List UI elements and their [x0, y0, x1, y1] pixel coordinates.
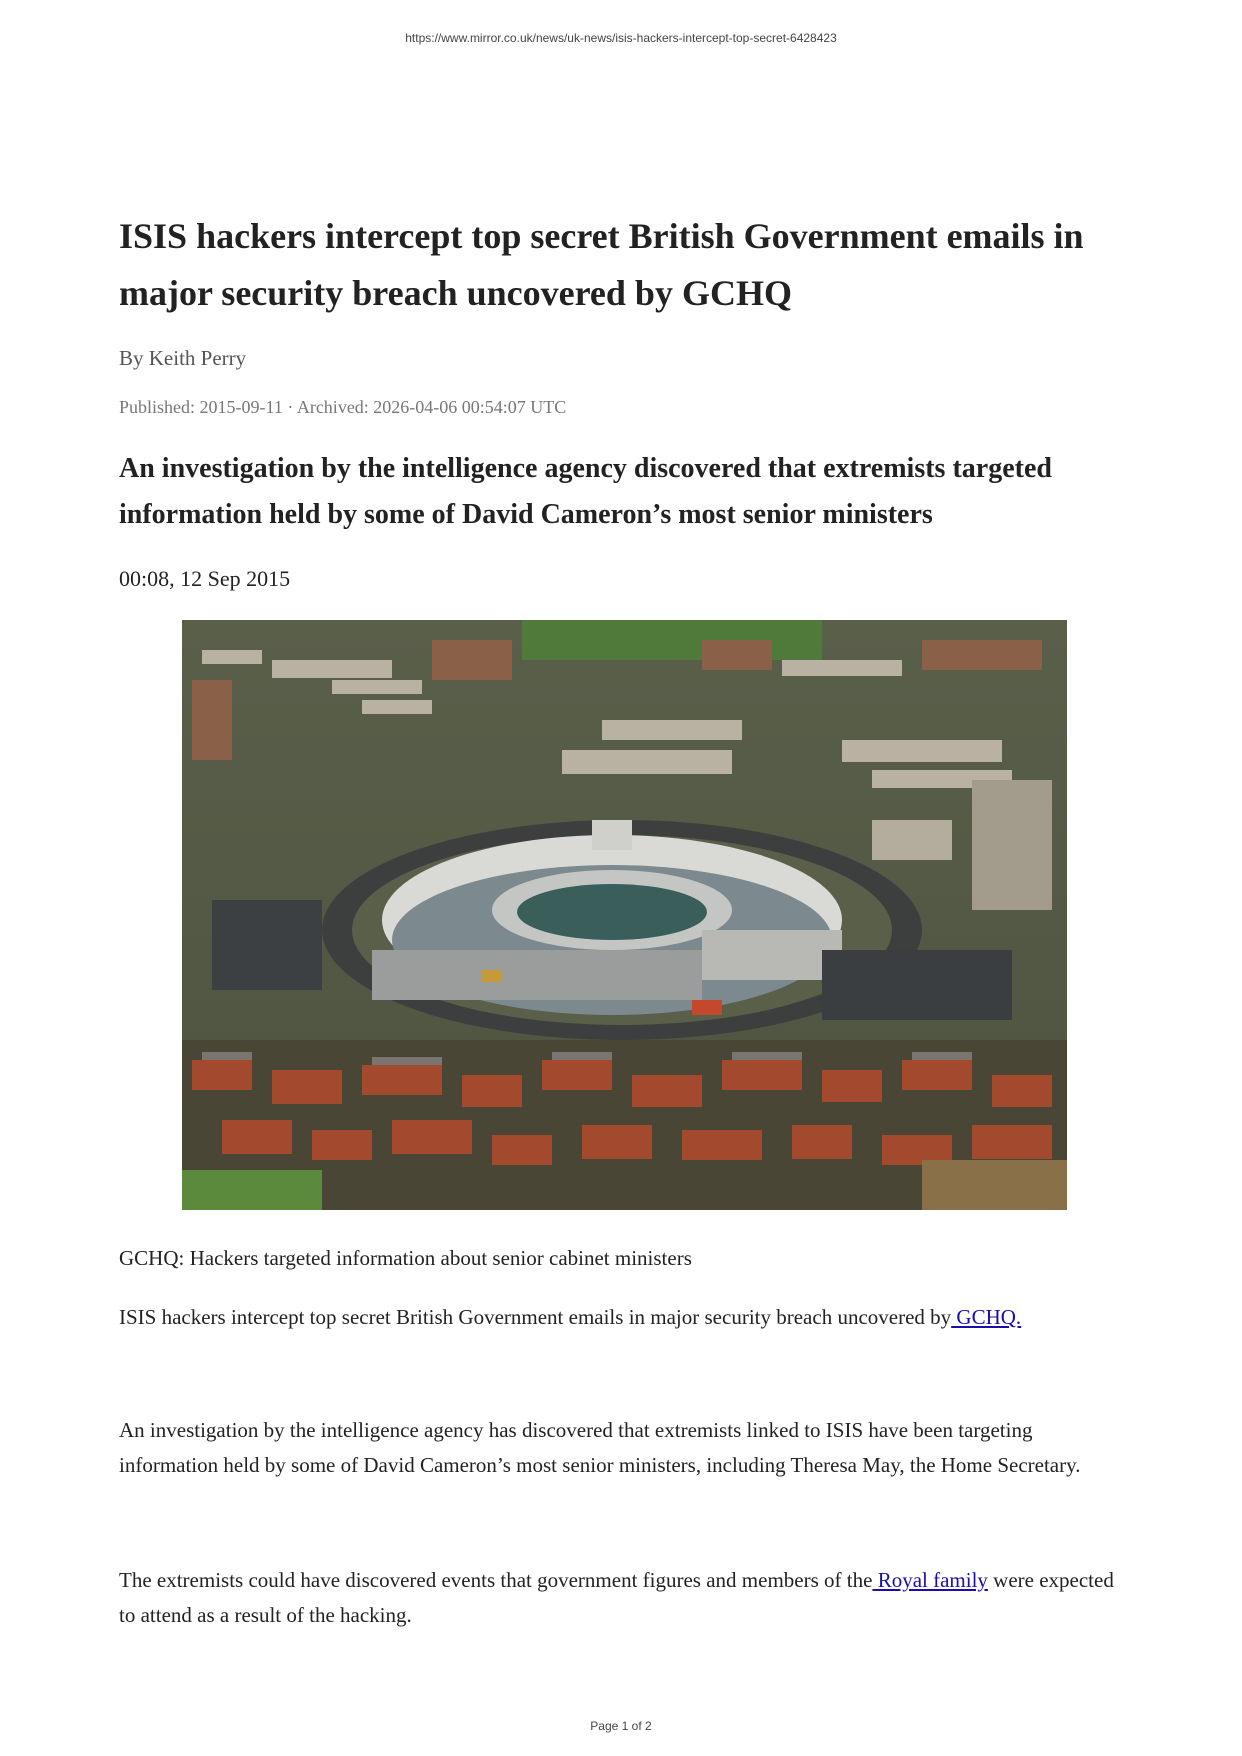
dateline: 00:08, 12 Sep 2015	[119, 566, 291, 591]
standfirst: An investigation by the intelligence agency discovered that extremists targeted information held by some of David Cameron’s most senior ministers	[119, 453, 1052, 530]
headline: ISIS hackers intercept top secret British Government emails in major security breach uncovered by GCHQ	[119, 216, 1084, 313]
paragraph-3-text-before: The extremists could have discovered events that government figures and members of the	[119, 1568, 873, 1592]
paragraph-2: An investigation by the intelligence agency has discovered that extremists linked to ISIS have been targeting information held by some of David Cameron’s most senior ministers, including Theresa May, the Home Secretary.	[119, 1418, 1081, 1477]
publish-meta: Published: 2015-09-11 · Archived: 2026-04-06 00:54:07 UTC	[119, 397, 567, 417]
page-footer: Page 1 of 2	[590, 1719, 652, 1733]
paragraph-3-text-after: were expected to attend as a result of the hacking.	[119, 1568, 1114, 1627]
paragraph-1-text: ISIS hackers intercept top secret British Government emails in major security breach uncovered by	[119, 1305, 952, 1329]
gchq-link[interactable]: GCHQ.	[951, 1305, 1022, 1329]
royal-family-link[interactable]: Royal family	[872, 1568, 988, 1592]
page-url: https://www.mirror.co.uk/news/uk-news/isis-hackers-intercept-top-secret-6428423	[405, 31, 837, 45]
paragraph-3	[119, 1563, 1134, 1633]
paragraph-1	[119, 1300, 1134, 1335]
image-caption: GCHQ: Hackers targeted information about senior cabinet ministers	[119, 1246, 692, 1270]
byline: By Keith Perry	[119, 346, 247, 370]
gchq-aerial-photo	[182, 620, 1067, 1210]
